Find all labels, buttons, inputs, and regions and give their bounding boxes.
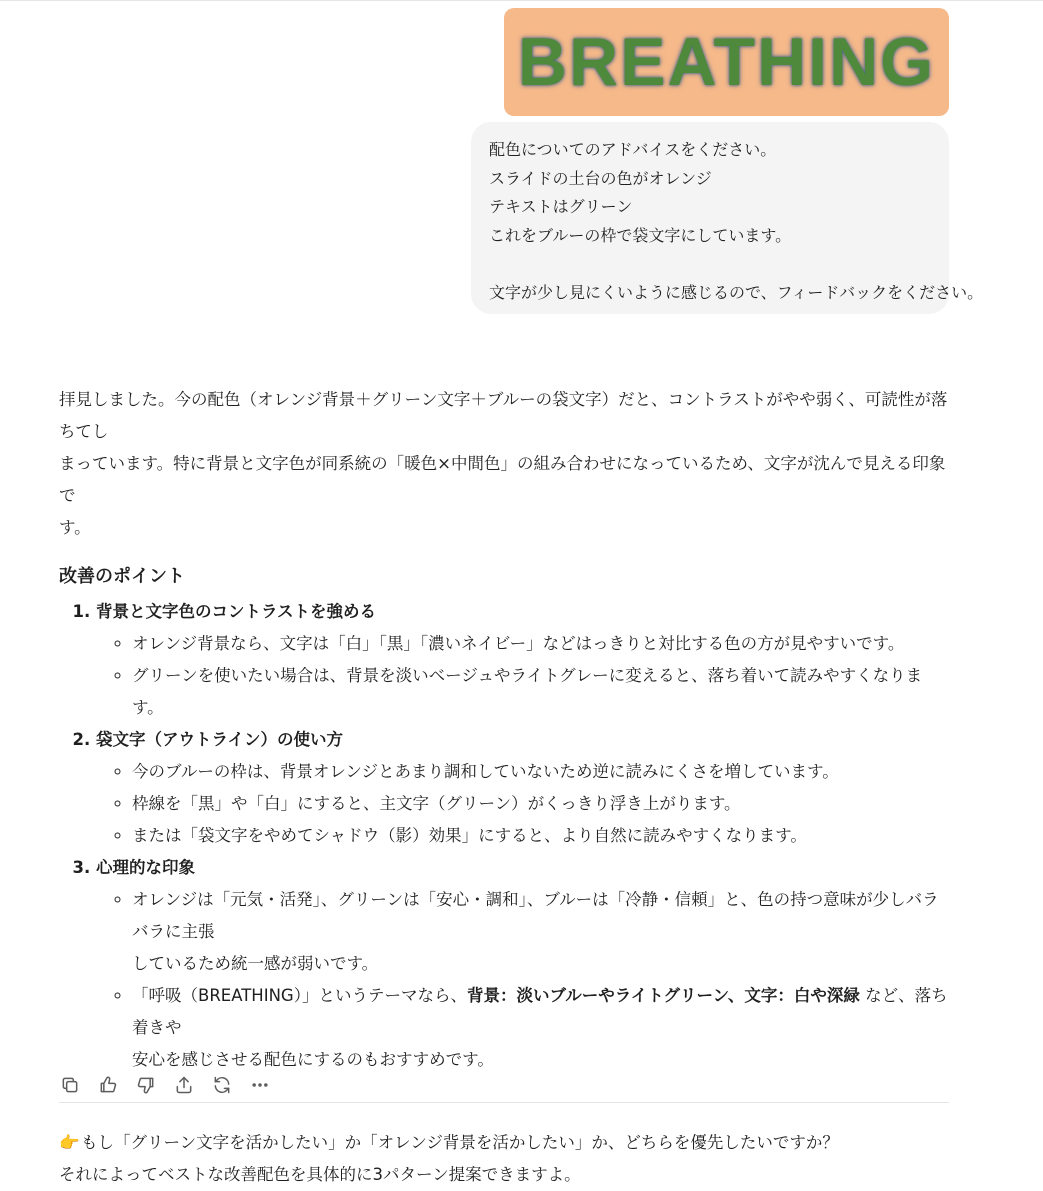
user-uploaded-image[interactable] <box>504 8 949 116</box>
regenerate-icon[interactable] <box>211 1074 233 1096</box>
copy-icon[interactable] <box>59 1074 81 1096</box>
bullet-item <box>132 820 949 852</box>
bullet-text-part: など、落ち着きや <box>132 986 948 1037</box>
bullet-item <box>132 660 949 724</box>
more-icon[interactable] <box>249 1074 271 1096</box>
section-heading: 改善のポイント <box>59 566 185 587</box>
bullet-text: 安心を感じさせる配色にするのもおすすめです。 <box>132 1050 494 1069</box>
bullet-text: オレンジ背景なら、文字は「白」「黒」「濃いネイビー」などはっきりと対比する色の方が見やすいです。 <box>132 634 905 653</box>
bullet-text-part: 「呼吸（BREATHING）」というテーマなら、 <box>132 986 467 1005</box>
point-bullets <box>96 628 949 724</box>
assistant-message <box>59 384 949 1191</box>
intro-line: す。 <box>59 518 91 537</box>
bullet-item <box>132 884 949 980</box>
intro-line: まっています。特に背景と文字色が同系統の「暖色×中間色」の組み合わせになっているため、文字が沈んで見える印象で <box>59 454 946 505</box>
bullet-item <box>132 980 949 1076</box>
user-message-bubble <box>471 122 984 314</box>
intro-paragraph <box>59 384 949 544</box>
point-bullets <box>96 884 949 1076</box>
top-divider <box>0 0 1043 1</box>
bullet-text: 枠線を「黒」や「白」にすると、主文字（グリーン）がくっきり浮き上がります。 <box>132 794 741 813</box>
user-message-line: テキストはグリーン <box>489 197 633 216</box>
point-item <box>96 724 949 852</box>
closing-text: もし「グリーン文字を活かしたい」か「オレンジ背景を活かしたい」か、どちらを優先したいですか？ <box>81 1133 839 1152</box>
image-text: BREATHING <box>517 24 936 100</box>
point-item <box>96 596 949 724</box>
pointing-hand-icon: 👉 <box>59 1133 80 1152</box>
point-title: 背景と文字色のコントラストを強める <box>96 602 377 621</box>
message-actions <box>59 1074 271 1096</box>
closing-paragraph <box>59 1127 949 1191</box>
bullet-text <box>132 980 949 1044</box>
improvement-points-list <box>59 596 949 1076</box>
user-message-line: スライドの土台の色がオレンジ <box>489 168 712 188</box>
user-message-line <box>489 250 931 279</box>
bullet-text: 今のブルーの枠は、背景オレンジとあまり調和していないため逆に読みにくさを増しています。 <box>132 762 839 781</box>
point-title: 心理的な印象 <box>96 858 195 877</box>
user-message-line: 配色についてのアドバイスをください。 <box>489 140 777 159</box>
user-message-line: これをブルーの枠で袋文字にしています。 <box>489 225 792 245</box>
bullet-text: グリーンを使いたい場合は、背景を淡いベージュやライトグレーに変えると、落ち着いて読みやすくなります。 <box>132 666 923 717</box>
thumbs-up-icon[interactable] <box>97 1074 119 1096</box>
section-divider <box>59 1102 949 1103</box>
bullet-item <box>132 628 949 660</box>
user-message-line: 文字が少し見にくいように感じるので、フィードバックをください。 <box>489 282 984 302</box>
point-item <box>96 852 949 1076</box>
closing-line <box>59 1127 949 1159</box>
bullet-text-bold: 背景：淡いブルーやライトグリーン、文字：白や深緑 <box>466 986 860 1005</box>
bullet-text: または「袋文字をやめてシャドウ（影）効果」にすると、より自然に読みやすくなります。 <box>132 826 807 845</box>
closing-line: それによってベストな改善配色を具体的に3パターン提案できますよ。 <box>59 1165 581 1184</box>
bullet-item <box>132 788 949 820</box>
share-icon[interactable] <box>173 1074 195 1096</box>
thumbs-down-icon[interactable] <box>135 1074 157 1096</box>
bullet-text: ◦ オレンジは「元気・活発」、グリーンは「安心・調和」、ブルーは「冷静・信頼」と、色の持つ意味が少しバラバラに主張 <box>132 890 939 941</box>
point-bullets <box>96 756 949 852</box>
intro-line: 拝見しました。今の配色（オレンジ背景＋グリーン文字＋ブルーの袋文字）だと、コントラストがやや弱く、可読性が落ちてし <box>59 390 948 441</box>
bullet-text: しているため統一感が弱いです。 <box>132 954 379 973</box>
point-title: 袋文字（アウトライン）の使い方 <box>96 730 344 749</box>
bullet-item <box>132 756 949 788</box>
